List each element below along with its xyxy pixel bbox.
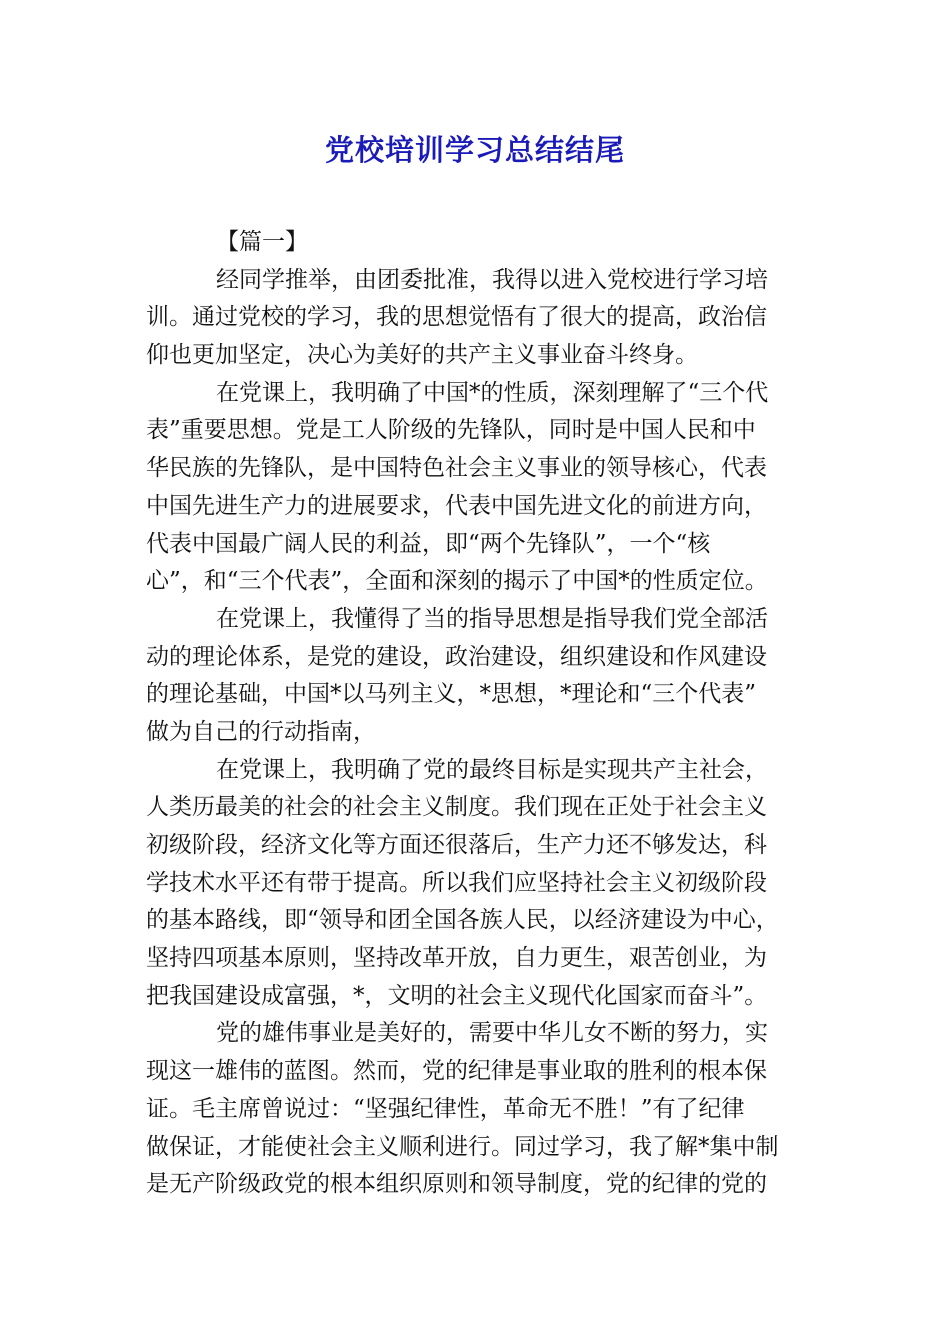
paragraph-line: 是无产阶级政党的根本组织原则和领导制度，党的纪律的党的 bbox=[146, 1171, 767, 1198]
paragraph-line: 做保证，才能使社会主义顺利进行。同过学习，我了解*集中制 bbox=[146, 1133, 779, 1160]
paragraph-line: 表”重要思想。党是工人阶级的先锋队，同时是中国人民和中 bbox=[146, 417, 756, 444]
paragraph-line: 华民族的先锋队，是中国特色社会主义事业的领导核心，代表 bbox=[146, 455, 767, 482]
paragraph-line: 中国先进生产力的进展要求，代表中国先进文化的前进方向， bbox=[146, 492, 767, 519]
paragraph-line: 证。毛主席曾说过：“坚强纪律性，革命无不胜！”有了纪律 bbox=[146, 1095, 745, 1122]
paragraph-first-line: 在党课上，我明确了党的最终目标是实现共产主社会， bbox=[216, 756, 768, 783]
paragraph-line: 初级阶段，经济文化等方面还很落后，生产力还不够发达，科 bbox=[146, 832, 767, 858]
paragraph-first-line: 在党课上，我懂得了当的指导思想是指导我们党全部活 bbox=[216, 605, 768, 632]
paragraph-line: 人类历最美的社会的社会主义制度。我们现在正处于社会主义 bbox=[146, 794, 767, 821]
document-title: 党校培训学习总结结尾 bbox=[324, 133, 625, 167]
paragraph-line: 把我国建设成富强，*，文明的社会主义现代化国家而奋斗”。 bbox=[146, 982, 768, 1009]
paragraph-line: 仰也更加坚定，决心为美好的共产主义事业奋斗终身。 bbox=[146, 342, 698, 369]
section-label: 【篇一】 bbox=[216, 229, 308, 255]
paragraph-line: 训。通过党校的学习，我的思想觉悟有了很大的提高，政治信 bbox=[146, 304, 767, 331]
paragraph-line: 做为自己的行动指南， bbox=[146, 718, 376, 745]
paragraph-line: 现这一雄伟的蓝图。然而，党的纪律是事业取的胜利的根本保 bbox=[146, 1058, 767, 1085]
paragraph-first-line: 经同学推举，由团委批准，我得以进入党校进行学习培 bbox=[216, 266, 768, 293]
paragraph-line: 学技术水平还有带于提高。所以我们应坚持社会主义初级阶段 bbox=[146, 869, 767, 896]
document-body bbox=[146, 224, 806, 1204]
paragraph-line: 的理论基础，中国*以马列主义，*思想，*理论和“三个代表” bbox=[146, 681, 757, 708]
paragraph-line: 动的理论体系，是党的建设，政治建设，组织建设和作风建设 bbox=[146, 643, 767, 670]
paragraph-line: 代表中国最广阔人民的利益，即“两个先锋队”，一个“核 bbox=[146, 530, 711, 557]
paragraph-line: 的基本路线，即“领导和团全国各族人民，以经济建设为中心， bbox=[146, 907, 779, 934]
paragraph-first-line: 在党课上，我明确了中国*的性质，深刻理解了“三个代 bbox=[216, 379, 769, 406]
paragraph-line: 心”，和“三个代表”，全面和深刻的揭示了中国*的性质定位。 bbox=[146, 568, 768, 595]
paragraph-first-line: 党的雄伟事业是美好的，需要中华儿女不断的努力，实 bbox=[216, 1020, 768, 1047]
paragraph-line: 坚持四项基本原则，坚持改革开放，自力更生，艰苦创业，为 bbox=[146, 945, 767, 972]
